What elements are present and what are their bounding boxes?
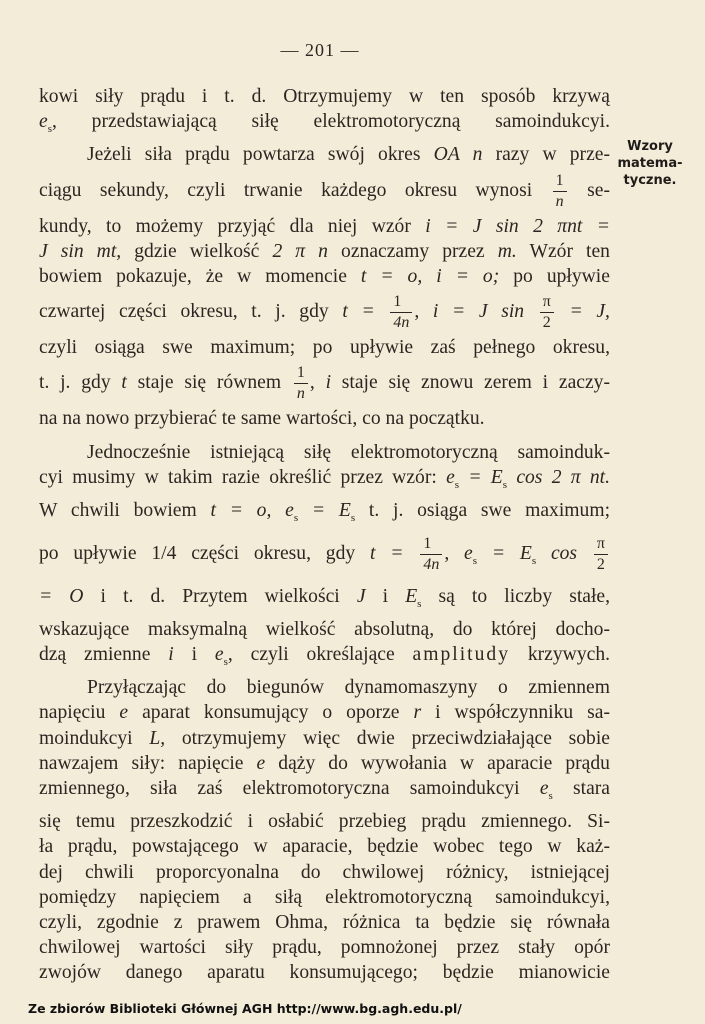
side-note-line: Wzory bbox=[627, 139, 673, 154]
text-line: dej chwili proporcyonalna do chwilowej różnicy, istniejącej bbox=[39, 861, 610, 883]
text-line: Jednocześnie istniejącą siłę elektromotoryczną samoinduk- bbox=[87, 441, 610, 463]
text-line: W chwili bowiem t = o, $e_s = E_s$ t. j. osiąga swe maximum; bbox=[39, 499, 611, 524]
text-line: dzą zmienne i i $e_s$, czyli określające amplitudy krzywych. bbox=[39, 644, 611, 669]
text-line: ciągu sekundy, czyli trwanie każdego okresu wynosi $\frac{1}{n}$ se- bbox=[39, 171, 610, 210]
text-line: na na nowo przybierać te same wartości, co na początku. bbox=[39, 408, 485, 430]
text-line: J sin mt, gdzie wielkość 2 π n oznaczamy przez m. Wzór ten bbox=[39, 240, 610, 262]
text-line: czwartej części okresu, t. j. gdy t = $\frac{1}{4n}$ , i = J sin $\frac{\pi}{2}$ = J, bbox=[39, 293, 610, 332]
text-line: kowi siły prądu i t. d. Otrzymujemy w ten sposób krzywą bbox=[39, 86, 610, 107]
fraction: $\frac{1}{n}$ bbox=[553, 173, 567, 210]
text-line: = O i t. d. Przytem wielkości J i $E_s$ są to liczby stałe, bbox=[39, 585, 611, 610]
side-note bbox=[614, 138, 686, 189]
text-line: Przyłączając do biegunów dynamomaszyny o zmiennem bbox=[87, 677, 610, 699]
text-line: wskazujące maksymalną wielkość absolutną, do której docho- bbox=[39, 618, 610, 640]
fraction: $\frac{1}{4n}$ bbox=[420, 536, 442, 573]
text-line: moindukcyi L, otrzymujemy więc dwie przeciwdziałające sobie bbox=[39, 727, 610, 749]
text-line: cyi musimy w takim razie określić przez wzór: $e_s = E_s$ cos 2 π nt. bbox=[39, 466, 610, 491]
page-number: — 201 — bbox=[280, 40, 360, 60]
text-line: kundy, to możemy przyjąć dla niej wzór i = J sin 2 πnt = bbox=[39, 215, 610, 237]
text-line: nawzajem siły: napięcie e dąży do wywołania w aparacie prądu bbox=[39, 752, 610, 774]
fraction: $\frac{1}{4n}$ bbox=[390, 294, 412, 331]
body-text bbox=[39, 84, 610, 986]
text-line: się temu przeszkodzić i osłabić przebieg prądu zmiennego. Si- bbox=[39, 811, 610, 833]
text-line: $e_s$, przedstawiającą siłę elektromotoryczną samoindukcyi. bbox=[39, 111, 610, 136]
text-line: zwojów danego aparatu konsumującego; będzie mianowicie bbox=[39, 962, 610, 984]
text-line: chwilowej wartości siły prądu, pomnożonej przez stały opór bbox=[39, 937, 610, 959]
text-line: ła prądu, powstającego w aparacie, będzie wobec tego w każ- bbox=[39, 836, 610, 858]
footer-credit: Ze zbiorów Biblioteki Głównej AGH http://www.bg.agh.edu.pl/ bbox=[28, 1001, 462, 1016]
text-line: pomiędzy napięciem a siłą elektromotoryczną samoindukcyi, bbox=[39, 886, 610, 908]
text-line: czyli osiąga swe maximum; po upływie zaś pełnego okresu, bbox=[39, 337, 610, 359]
text-line: t. j. gdy t staje się równem $\frac{1}{n}$ , i staje się znowu zerem i zaczy- bbox=[39, 364, 610, 403]
fraction: $\frac{\pi}{2}$ bbox=[594, 536, 608, 573]
text-line: po upływie 1/4 części okresu, gdy t = $\frac{1}{4n}$ , $e_s = E_s$ cos $\frac{\pi}{2}$ bbox=[39, 531, 610, 584]
text-line: czyli, zgodnie z prawem Ohma, różnica ta będzie się równała bbox=[39, 912, 610, 934]
fraction: $\frac{\pi}{2}$ bbox=[540, 294, 554, 331]
fraction: $\frac{1}{n}$ bbox=[294, 365, 308, 402]
side-note-line: tyczne. bbox=[623, 173, 677, 188]
side-note-line: matema- bbox=[617, 156, 683, 171]
text-line: napięciu e aparat konsumujący o oporze r i współczynniku sa- bbox=[39, 702, 611, 724]
text-line: zmiennego, siła zaś elektromotoryczna samoindukcyi $e_s$ stara bbox=[39, 778, 610, 802]
text-line: Jeżeli siła prądu powtarza swój okres OA n razy w prze- bbox=[87, 144, 611, 166]
text-line: bowiem pokazuje, że w momencie t = o, i = o; po upływie bbox=[39, 265, 610, 287]
